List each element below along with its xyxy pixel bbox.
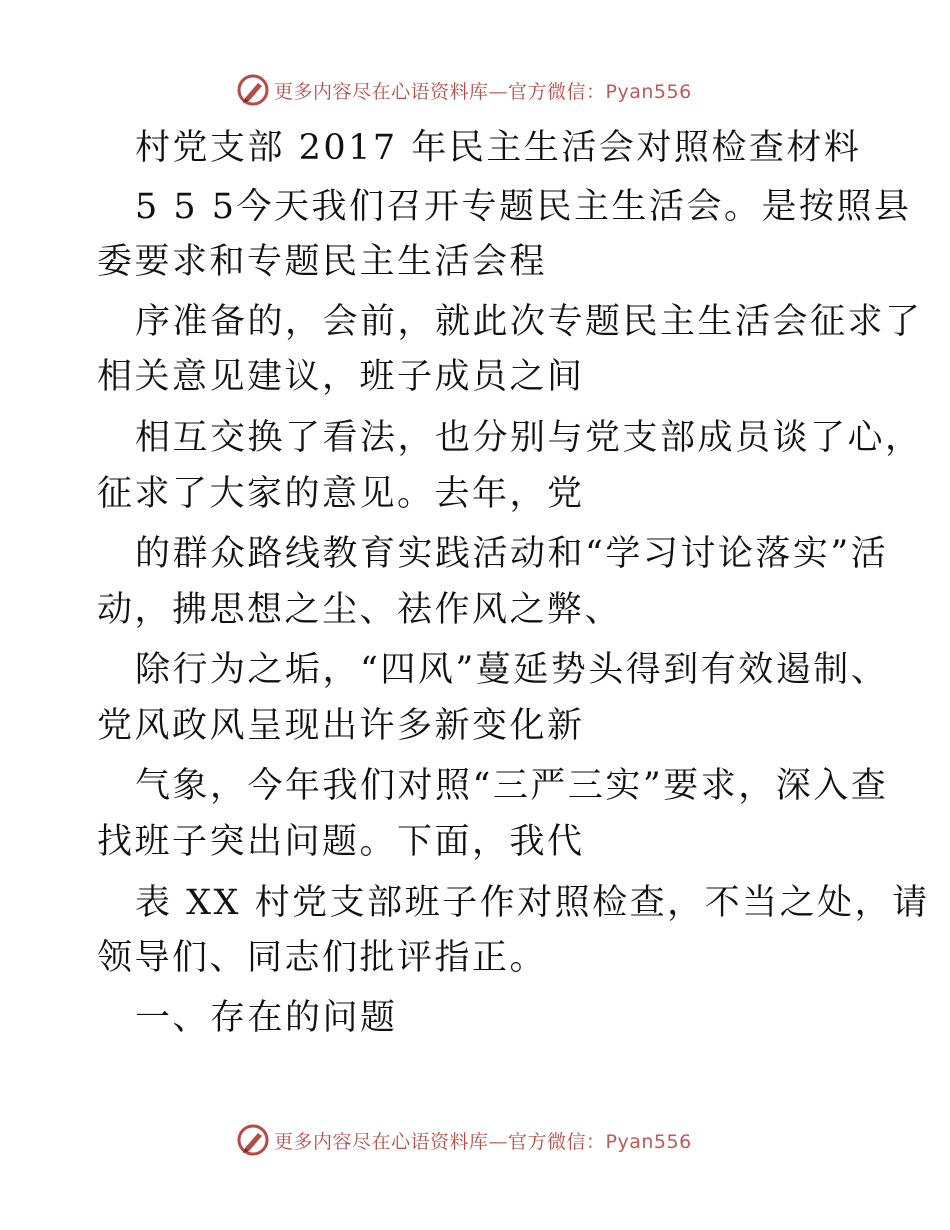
watermark-contact-id: Pyan556: [605, 80, 692, 103]
watermark-dash: —: [488, 80, 509, 103]
watermark-contact-label: 官方微信：: [508, 80, 606, 103]
paragraph-line: 气象，今年我们对照“三严三实”要求，深入查: [135, 766, 889, 806]
watermark-contact-id: Pyan556: [605, 1130, 692, 1153]
watermark-footer: [236, 1122, 692, 1158]
watermark-header: [236, 72, 692, 108]
watermark-brand: 更多内容尽在心语资料库: [274, 80, 489, 103]
section-heading: 一、存在的问题: [135, 998, 398, 1038]
document-title: 村党支部 2017 年民主生活会对照检查材料: [135, 128, 862, 168]
paragraph-line: 相互交换了看法，也分别与党支部成员谈了心，: [135, 418, 923, 458]
paragraph-line: 除行为之垢，“四风”蔓延势头得到有效遏制、: [135, 650, 889, 690]
paragraph-line: 相关意见建议，班子成员之间: [97, 357, 585, 397]
paragraph-line: 的群众路线教育实践活动和“学习讨论落实”活: [135, 534, 889, 574]
paragraph-line: 序准备的，会前，就此次专题民主生活会征求了: [135, 302, 923, 342]
paragraph-line: 动，拂思想之尘、祛作风之弊、: [97, 590, 623, 630]
paragraph-line: 找班子突出问题。下面，我代: [97, 822, 585, 862]
watermark-text: [274, 77, 692, 104]
watermark-brand: 更多内容尽在心语资料库: [274, 1130, 489, 1153]
watermark-contact-label: 官方微信：: [508, 1130, 606, 1153]
paragraph-line: 委要求和专题民主生活会程: [97, 242, 548, 282]
watermark-text: [274, 1127, 692, 1154]
paragraph-line: 5 5 5今天我们召开专题民主生活会。是按照县: [135, 187, 912, 227]
paragraph-line: 征求了大家的意见。去年，党: [97, 474, 585, 514]
paragraph-line: 领导们、同志们批评指正。: [97, 938, 548, 978]
watermark-dash: —: [488, 1130, 509, 1153]
pen-logo-icon: [236, 73, 270, 107]
pen-logo-icon: [236, 1123, 270, 1157]
paragraph-line: 表 XX 村党支部班子作对照检查，不当之处，请: [135, 883, 930, 923]
paragraph-line: 党风政风呈现出许多新变化新: [97, 706, 585, 746]
